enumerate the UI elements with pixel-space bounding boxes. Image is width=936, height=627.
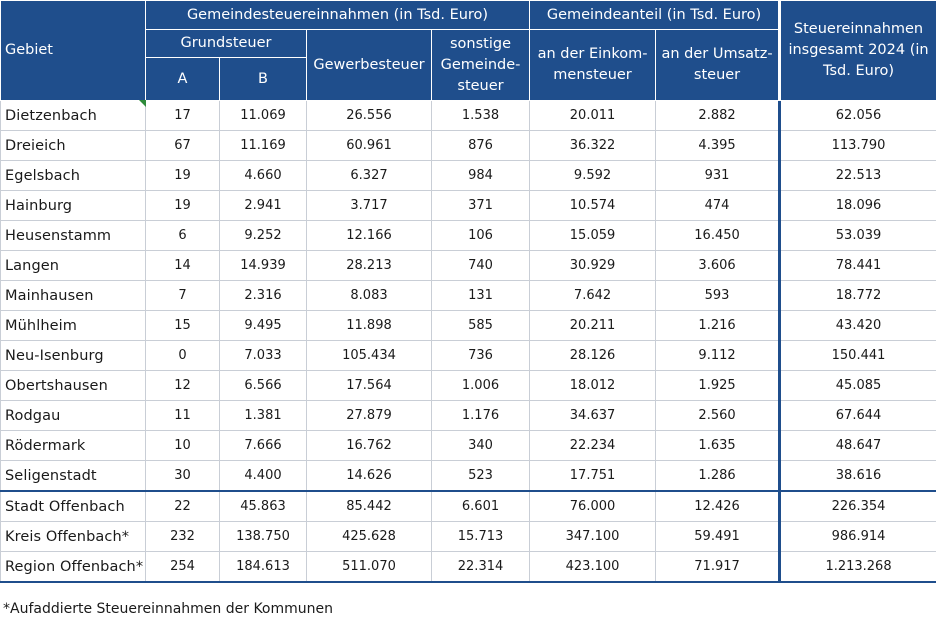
- cell-grundsteuer-b: 2.316: [220, 281, 307, 311]
- cell-sonstige: 22.314: [432, 552, 530, 583]
- header-einkommensteuer: an der Einkom-mensteuer: [530, 30, 656, 101]
- cell-gebiet: Heusenstamm: [1, 221, 146, 251]
- cell-sonstige: 106: [432, 221, 530, 251]
- cell-einkommensteuer: 9.592: [530, 161, 656, 191]
- table-row: [1, 101, 936, 131]
- header-umsatzsteuer: an der Umsatz-steuer: [656, 30, 780, 101]
- cell-gewerbesteuer: 11.898: [307, 311, 432, 341]
- cell-gebiet: Egelsbach: [1, 161, 146, 191]
- cell-grundsteuer-b: 45.863: [220, 491, 307, 522]
- cell-total: 38.616: [780, 461, 936, 492]
- cell-umsatzsteuer: 1.286: [656, 461, 780, 492]
- cell-sonstige: 371: [432, 191, 530, 221]
- cell-total: 45.085: [780, 371, 936, 401]
- table-row: [1, 221, 936, 251]
- cell-einkommensteuer: 22.234: [530, 431, 656, 461]
- cell-sonstige: 1.176: [432, 401, 530, 431]
- cell-grundsteuer-a: 6: [146, 221, 220, 251]
- header-grundsteuer-a: A: [146, 58, 220, 101]
- cell-gebiet: Hainburg: [1, 191, 146, 221]
- cell-umsatzsteuer: 59.491: [656, 522, 780, 552]
- cell-einkommensteuer: 7.642: [530, 281, 656, 311]
- cell-einkommensteuer: 10.574: [530, 191, 656, 221]
- cell-grundsteuer-b: 4.660: [220, 161, 307, 191]
- header-gebiet: Gebiet: [1, 1, 146, 101]
- cell-gebiet: Mainhausen: [1, 281, 146, 311]
- table-row: [1, 401, 936, 431]
- cell-umsatzsteuer: 593: [656, 281, 780, 311]
- cell-sonstige: 15.713: [432, 522, 530, 552]
- cell-gebiet: Dreieich: [1, 131, 146, 161]
- cell-gewerbesteuer: 60.961: [307, 131, 432, 161]
- cell-gebiet: Rodgau: [1, 401, 146, 431]
- cell-umsatzsteuer: 4.395: [656, 131, 780, 161]
- cell-grundsteuer-a: 10: [146, 431, 220, 461]
- cell-einkommensteuer: 17.751: [530, 461, 656, 492]
- cell-total: 986.914: [780, 522, 936, 552]
- cell-einkommensteuer: 30.929: [530, 251, 656, 281]
- table-row: [1, 311, 936, 341]
- table-row: [1, 461, 936, 492]
- header-total: Steuereinnahmen insgesamt 2024 (in Tsd. Euro): [780, 1, 936, 101]
- table-header: [1, 1, 936, 101]
- cell-gewerbesteuer: 12.166: [307, 221, 432, 251]
- cell-einkommensteuer: 18.012: [530, 371, 656, 401]
- cell-grundsteuer-a: 254: [146, 552, 220, 583]
- cell-sonstige: 876: [432, 131, 530, 161]
- cell-total: 78.441: [780, 251, 936, 281]
- table-row: [1, 431, 936, 461]
- cell-einkommensteuer: 76.000: [530, 491, 656, 522]
- table-row: [1, 281, 936, 311]
- cell-grundsteuer-a: 0: [146, 341, 220, 371]
- table-row: [1, 371, 936, 401]
- cell-gewerbesteuer: 105.434: [307, 341, 432, 371]
- cell-sonstige: 523: [432, 461, 530, 492]
- cell-total: 62.056: [780, 101, 936, 131]
- cell-einkommensteuer: 20.011: [530, 101, 656, 131]
- cell-einkommensteuer: 36.322: [530, 131, 656, 161]
- cell-total: 43.420: [780, 311, 936, 341]
- cell-grundsteuer-b: 4.400: [220, 461, 307, 492]
- cell-grundsteuer-b: 7.033: [220, 341, 307, 371]
- footnote: *Aufaddierte Steuereinnahmen der Kommunen: [3, 601, 334, 617]
- cell-gewerbesteuer: 85.442: [307, 491, 432, 522]
- cell-grundsteuer-a: 15: [146, 311, 220, 341]
- header-gewerbesteuer: Gewerbesteuer: [307, 30, 432, 101]
- cell-total: 53.039: [780, 221, 936, 251]
- header-grundsteuer-b: B: [220, 58, 307, 101]
- cell-umsatzsteuer: 16.450: [656, 221, 780, 251]
- cell-sonstige: 1.538: [432, 101, 530, 131]
- cell-gewerbesteuer: 511.070: [307, 552, 432, 583]
- header-sonstige: sonstige Gemeinde-steuer: [432, 30, 530, 101]
- table-row: [1, 251, 936, 281]
- table-row: [1, 491, 936, 522]
- cell-gebiet: Kreis Offenbach*: [1, 522, 146, 552]
- cell-gewerbesteuer: 3.717: [307, 191, 432, 221]
- cell-grundsteuer-a: 22: [146, 491, 220, 522]
- cell-einkommensteuer: 347.100: [530, 522, 656, 552]
- cell-grundsteuer-b: 11.069: [220, 101, 307, 131]
- cell-umsatzsteuer: 474: [656, 191, 780, 221]
- cell-umsatzsteuer: 1.216: [656, 311, 780, 341]
- cell-grundsteuer-b: 1.381: [220, 401, 307, 431]
- cell-gewerbesteuer: 28.213: [307, 251, 432, 281]
- cell-umsatzsteuer: 1.925: [656, 371, 780, 401]
- cell-grundsteuer-a: 11: [146, 401, 220, 431]
- cell-sonstige: 984: [432, 161, 530, 191]
- cell-umsatzsteuer: 3.606: [656, 251, 780, 281]
- table-row: [1, 341, 936, 371]
- cell-gebiet: Seligenstadt: [1, 461, 146, 492]
- cell-gebiet: Mühlheim: [1, 311, 146, 341]
- cell-total: 1.213.268: [780, 552, 936, 583]
- cell-grundsteuer-b: 184.613: [220, 552, 307, 583]
- header-grundsteuer: Grundsteuer: [146, 30, 307, 58]
- cell-sonstige: 131: [432, 281, 530, 311]
- cell-total: 113.790: [780, 131, 936, 161]
- cell-gebiet: Region Offenbach*: [1, 552, 146, 583]
- table-body: [1, 101, 936, 583]
- cell-grundsteuer-a: 67: [146, 131, 220, 161]
- cell-grundsteuer-a: 19: [146, 161, 220, 191]
- cell-gewerbesteuer: 14.626: [307, 461, 432, 492]
- cell-grundsteuer-b: 138.750: [220, 522, 307, 552]
- cell-total: 67.644: [780, 401, 936, 431]
- cell-gebiet: Obertshausen: [1, 371, 146, 401]
- cell-grundsteuer-a: 19: [146, 191, 220, 221]
- cell-umsatzsteuer: 931: [656, 161, 780, 191]
- cell-grundsteuer-a: 14: [146, 251, 220, 281]
- cell-grundsteuer-b: 11.169: [220, 131, 307, 161]
- cell-total: 22.513: [780, 161, 936, 191]
- cell-umsatzsteuer: 2.560: [656, 401, 780, 431]
- cell-grundsteuer-b: 14.939: [220, 251, 307, 281]
- cell-grundsteuer-a: 7: [146, 281, 220, 311]
- cell-einkommensteuer: 423.100: [530, 552, 656, 583]
- cell-gewerbesteuer: 6.327: [307, 161, 432, 191]
- cell-total: 18.096: [780, 191, 936, 221]
- cell-total: 48.647: [780, 431, 936, 461]
- cell-grundsteuer-b: 7.666: [220, 431, 307, 461]
- comment-marker-icon: [139, 100, 146, 107]
- cell-umsatzsteuer: 1.635: [656, 431, 780, 461]
- cell-gebiet: Neu-Isenburg: [1, 341, 146, 371]
- cell-sonstige: 340: [432, 431, 530, 461]
- cell-grundsteuer-a: 17: [146, 101, 220, 131]
- cell-grundsteuer-b: 9.495: [220, 311, 307, 341]
- cell-gewerbesteuer: 425.628: [307, 522, 432, 552]
- cell-gebiet: Langen: [1, 251, 146, 281]
- cell-gewerbesteuer: 26.556: [307, 101, 432, 131]
- cell-grundsteuer-a: 232: [146, 522, 220, 552]
- cell-total: 150.441: [780, 341, 936, 371]
- cell-grundsteuer-b: 2.941: [220, 191, 307, 221]
- header-gemeindesteuereinnahmen: Gemeindesteuereinnahmen (in Tsd. Euro): [146, 1, 530, 30]
- cell-gewerbesteuer: 17.564: [307, 371, 432, 401]
- table-row: [1, 191, 936, 221]
- cell-umsatzsteuer: 71.917: [656, 552, 780, 583]
- cell-umsatzsteuer: 2.882: [656, 101, 780, 131]
- cell-sonstige: 736: [432, 341, 530, 371]
- cell-gebiet: Stadt Offenbach: [1, 491, 146, 522]
- cell-gewerbesteuer: 16.762: [307, 431, 432, 461]
- cell-sonstige: 585: [432, 311, 530, 341]
- table-row: [1, 131, 936, 161]
- table-row: [1, 552, 936, 583]
- cell-grundsteuer-a: 30: [146, 461, 220, 492]
- cell-gebiet: Dietzenbach: [1, 101, 146, 131]
- cell-einkommensteuer: 28.126: [530, 341, 656, 371]
- cell-gewerbesteuer: 27.879: [307, 401, 432, 431]
- cell-grundsteuer-a: 12: [146, 371, 220, 401]
- cell-sonstige: 1.006: [432, 371, 530, 401]
- cell-umsatzsteuer: 12.426: [656, 491, 780, 522]
- cell-grundsteuer-b: 9.252: [220, 221, 307, 251]
- cell-total: 18.772: [780, 281, 936, 311]
- cell-sonstige: 6.601: [432, 491, 530, 522]
- cell-einkommensteuer: 34.637: [530, 401, 656, 431]
- cell-total: 226.354: [780, 491, 936, 522]
- cell-sonstige: 740: [432, 251, 530, 281]
- header-gemeindeanteil: Gemeindeanteil (in Tsd. Euro): [530, 1, 780, 30]
- cell-grundsteuer-b: 6.566: [220, 371, 307, 401]
- table-row: [1, 522, 936, 552]
- cell-gebiet: Rödermark: [1, 431, 146, 461]
- table-row: [1, 161, 936, 191]
- cell-umsatzsteuer: 9.112: [656, 341, 780, 371]
- cell-einkommensteuer: 20.211: [530, 311, 656, 341]
- cell-gewerbesteuer: 8.083: [307, 281, 432, 311]
- cell-einkommensteuer: 15.059: [530, 221, 656, 251]
